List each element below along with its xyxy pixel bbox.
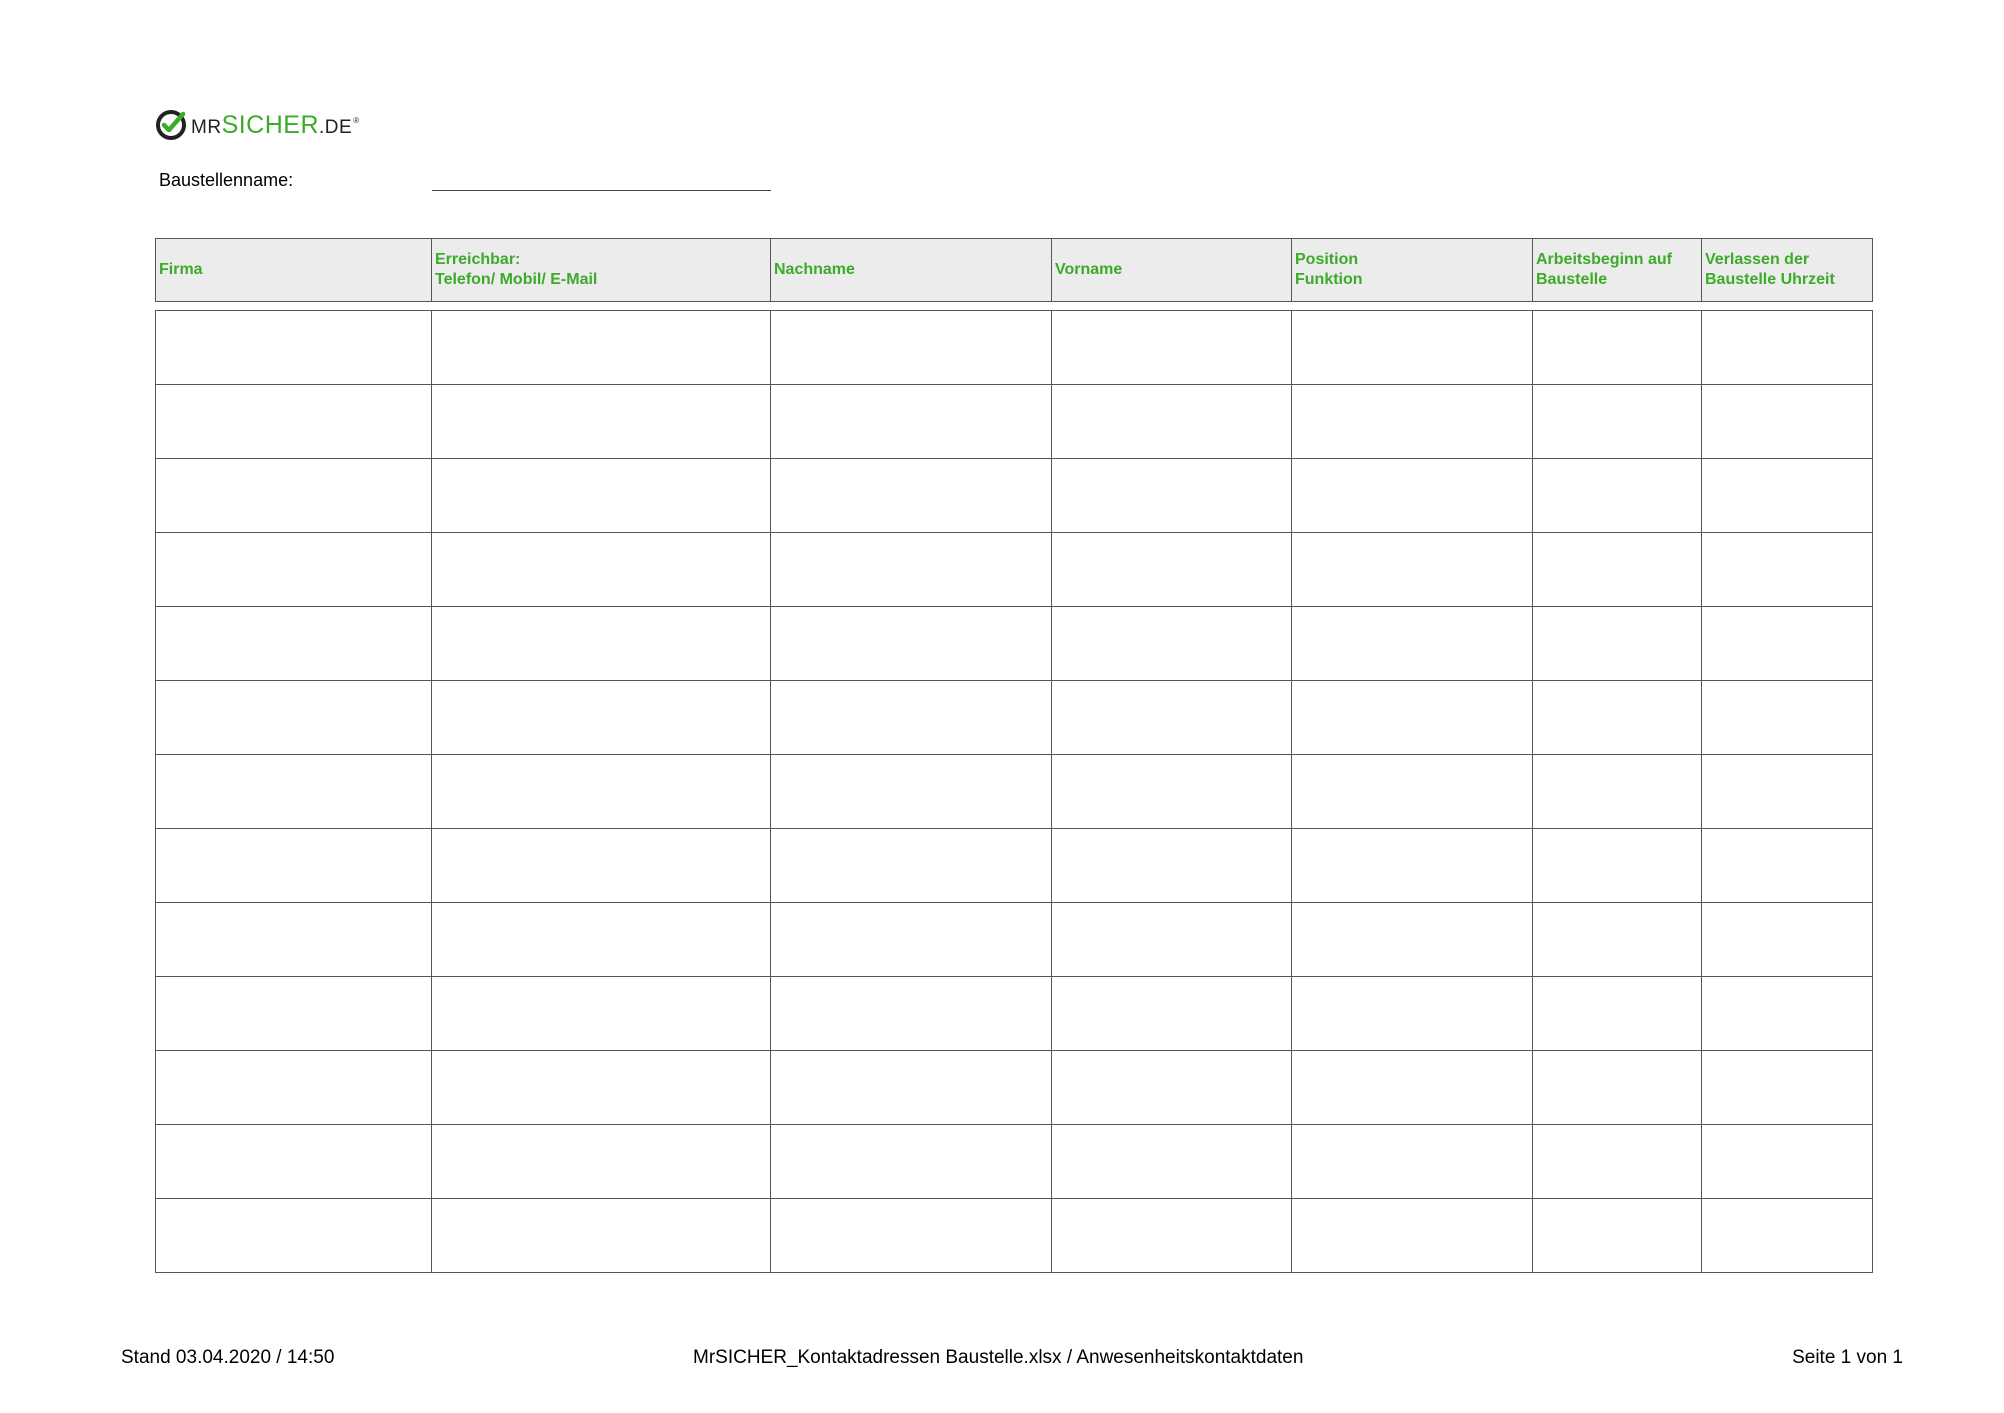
table-cell[interactable] bbox=[1292, 681, 1533, 755]
column-header-arbeitsbeginn bbox=[1533, 239, 1702, 302]
table-cell[interactable] bbox=[1702, 607, 1873, 681]
table-cell[interactable] bbox=[432, 977, 771, 1051]
header-line: Telefon/ Mobil/ E-Mail bbox=[435, 271, 598, 288]
table-cell[interactable] bbox=[1052, 829, 1292, 903]
table-cell[interactable] bbox=[1052, 755, 1292, 829]
column-header-position bbox=[1292, 239, 1533, 302]
table-header bbox=[155, 238, 1873, 302]
logo-sicher-text: SICHER bbox=[221, 110, 320, 139]
table-cell[interactable] bbox=[1702, 681, 1873, 755]
logo-de-text: .DE bbox=[319, 116, 353, 138]
table-cell[interactable] bbox=[771, 681, 1052, 755]
table-cell[interactable] bbox=[1052, 385, 1292, 459]
table-cell[interactable] bbox=[1052, 459, 1292, 533]
header-line: Position bbox=[1295, 251, 1359, 268]
table-cell[interactable] bbox=[1292, 755, 1533, 829]
table-cell[interactable] bbox=[1533, 1125, 1702, 1199]
table-cell[interactable] bbox=[156, 1199, 432, 1273]
table-cell[interactable] bbox=[156, 1051, 432, 1125]
site-name-field[interactable] bbox=[432, 190, 771, 191]
column-header-erreichbar bbox=[432, 239, 771, 302]
table-cell[interactable] bbox=[156, 755, 432, 829]
column-header-firma bbox=[156, 239, 432, 302]
table-cell[interactable] bbox=[771, 829, 1052, 903]
table-cell[interactable] bbox=[156, 1125, 432, 1199]
table-cell[interactable] bbox=[432, 1051, 771, 1125]
footer-page-number: Seite 1 von 1 bbox=[1792, 1347, 1903, 1368]
table-cell[interactable] bbox=[1533, 977, 1702, 1051]
table-cell[interactable] bbox=[1052, 1051, 1292, 1125]
site-name-label: Baustellenname: bbox=[159, 170, 294, 190]
table-cell[interactable] bbox=[1292, 311, 1533, 385]
table-cell[interactable] bbox=[156, 533, 432, 607]
table-cell[interactable] bbox=[1702, 533, 1873, 607]
table-cell[interactable] bbox=[1702, 1199, 1873, 1273]
table-cell[interactable] bbox=[771, 459, 1052, 533]
header-line: Funktion bbox=[1295, 271, 1363, 288]
table-cell[interactable] bbox=[432, 681, 771, 755]
footer-stand: Stand 03.04.2020 / 14:50 bbox=[121, 1347, 335, 1368]
table-cell[interactable] bbox=[1702, 755, 1873, 829]
table-cell[interactable] bbox=[156, 311, 432, 385]
table-cell[interactable] bbox=[432, 903, 771, 977]
table-cell[interactable] bbox=[156, 829, 432, 903]
header-line: Vorname bbox=[1055, 261, 1123, 278]
table-cell[interactable] bbox=[1292, 829, 1533, 903]
table-cell[interactable] bbox=[432, 459, 771, 533]
table-cell[interactable] bbox=[771, 903, 1052, 977]
table-cell[interactable] bbox=[1052, 311, 1292, 385]
table-cell[interactable] bbox=[1292, 459, 1533, 533]
table-cell[interactable] bbox=[432, 1125, 771, 1199]
table-cell[interactable] bbox=[1292, 385, 1533, 459]
table-cell[interactable] bbox=[1533, 533, 1702, 607]
header-line: Firma bbox=[159, 261, 203, 278]
checkmark-circle-icon bbox=[155, 109, 187, 141]
table-cell[interactable] bbox=[1533, 755, 1702, 829]
table-cell[interactable] bbox=[1292, 607, 1533, 681]
table-cell[interactable] bbox=[432, 385, 771, 459]
footer-filename: MrSICHER_Kontaktadressen Baustelle.xlsx / Anwesenheitskontaktdaten bbox=[693, 1347, 1304, 1368]
table-row bbox=[156, 1051, 1873, 1125]
table-cell[interactable] bbox=[1052, 903, 1292, 977]
logo-mr-text: MR bbox=[191, 116, 222, 138]
table-row bbox=[156, 977, 1873, 1051]
table-cell[interactable] bbox=[1533, 459, 1702, 533]
table-cell[interactable] bbox=[1702, 829, 1873, 903]
table-row bbox=[156, 755, 1873, 829]
table-cell[interactable] bbox=[1052, 1125, 1292, 1199]
table-cell[interactable] bbox=[1052, 533, 1292, 607]
table-row bbox=[156, 311, 1873, 385]
logo-registered-mark: ® bbox=[353, 116, 360, 126]
table-cell[interactable] bbox=[1702, 311, 1873, 385]
table-cell[interactable] bbox=[771, 1125, 1052, 1199]
table-cell[interactable] bbox=[432, 533, 771, 607]
table-cell[interactable] bbox=[1702, 903, 1873, 977]
header-line: Verlassen der bbox=[1705, 251, 1810, 268]
table-cell[interactable] bbox=[1533, 385, 1702, 459]
table-cell[interactable] bbox=[1533, 903, 1702, 977]
table-cell[interactable] bbox=[156, 681, 432, 755]
table-cell[interactable] bbox=[771, 607, 1052, 681]
table-cell[interactable] bbox=[1702, 385, 1873, 459]
table-cell[interactable] bbox=[1292, 1125, 1533, 1199]
table-cell[interactable] bbox=[432, 755, 771, 829]
table-cell[interactable] bbox=[1052, 977, 1292, 1051]
table-cell[interactable] bbox=[1533, 311, 1702, 385]
header-line: Erreichbar: bbox=[435, 251, 521, 268]
table-cell[interactable] bbox=[771, 977, 1052, 1051]
table-cell[interactable] bbox=[771, 1051, 1052, 1125]
table-row bbox=[156, 1199, 1873, 1273]
table-cell[interactable] bbox=[432, 311, 771, 385]
header-line: Baustelle bbox=[1536, 271, 1608, 288]
table-cell[interactable] bbox=[1702, 977, 1873, 1051]
header-line: Nachname bbox=[774, 261, 855, 278]
table-row bbox=[156, 607, 1873, 681]
table-cell[interactable] bbox=[1533, 681, 1702, 755]
table-cell[interactable] bbox=[771, 533, 1052, 607]
table-cell[interactable] bbox=[771, 311, 1052, 385]
entry-table-body bbox=[156, 311, 1873, 1273]
table-cell[interactable] bbox=[432, 1199, 771, 1273]
table-cell[interactable] bbox=[771, 755, 1052, 829]
column-header-nachname bbox=[771, 239, 1052, 302]
table-row bbox=[156, 1125, 1873, 1199]
header-line: Baustelle Uhrzeit bbox=[1705, 271, 1835, 288]
table-cell[interactable] bbox=[1292, 977, 1533, 1051]
table-cell[interactable] bbox=[1533, 829, 1702, 903]
table-row bbox=[156, 459, 1873, 533]
table-cell[interactable] bbox=[1292, 1199, 1533, 1273]
table-cell[interactable] bbox=[156, 903, 432, 977]
table-cell[interactable] bbox=[1052, 1199, 1292, 1273]
table-cell[interactable] bbox=[1533, 607, 1702, 681]
table-cell[interactable] bbox=[156, 459, 432, 533]
logo-wordmark bbox=[191, 110, 360, 139]
table-cell[interactable] bbox=[1292, 533, 1533, 607]
entry-table bbox=[155, 310, 1873, 1273]
table-cell[interactable] bbox=[1292, 1051, 1533, 1125]
table-cell[interactable] bbox=[1702, 459, 1873, 533]
table-cell[interactable] bbox=[432, 607, 771, 681]
table-row bbox=[156, 829, 1873, 903]
table-cell[interactable] bbox=[1702, 1051, 1873, 1125]
column-header-vorname bbox=[1052, 239, 1292, 302]
header-row bbox=[156, 239, 1873, 302]
table-row bbox=[156, 681, 1873, 755]
table-cell[interactable] bbox=[1533, 1199, 1702, 1273]
table-row bbox=[156, 385, 1873, 459]
table-cell[interactable] bbox=[156, 607, 432, 681]
table-cell[interactable] bbox=[771, 385, 1052, 459]
table-cell[interactable] bbox=[1702, 1125, 1873, 1199]
column-header-verlassen bbox=[1702, 239, 1873, 302]
table-cell[interactable] bbox=[771, 1199, 1052, 1273]
table-row bbox=[156, 533, 1873, 607]
table-cell[interactable] bbox=[156, 385, 432, 459]
table-cell[interactable] bbox=[1052, 607, 1292, 681]
table-cell[interactable] bbox=[1292, 903, 1533, 977]
table-cell[interactable] bbox=[156, 977, 432, 1051]
table-cell[interactable] bbox=[1533, 1051, 1702, 1125]
table-cell[interactable] bbox=[1052, 681, 1292, 755]
table-cell[interactable] bbox=[432, 829, 771, 903]
table-row bbox=[156, 903, 1873, 977]
mrsicher-logo bbox=[155, 109, 360, 141]
header-line: Arbeitsbeginn auf bbox=[1536, 251, 1673, 268]
